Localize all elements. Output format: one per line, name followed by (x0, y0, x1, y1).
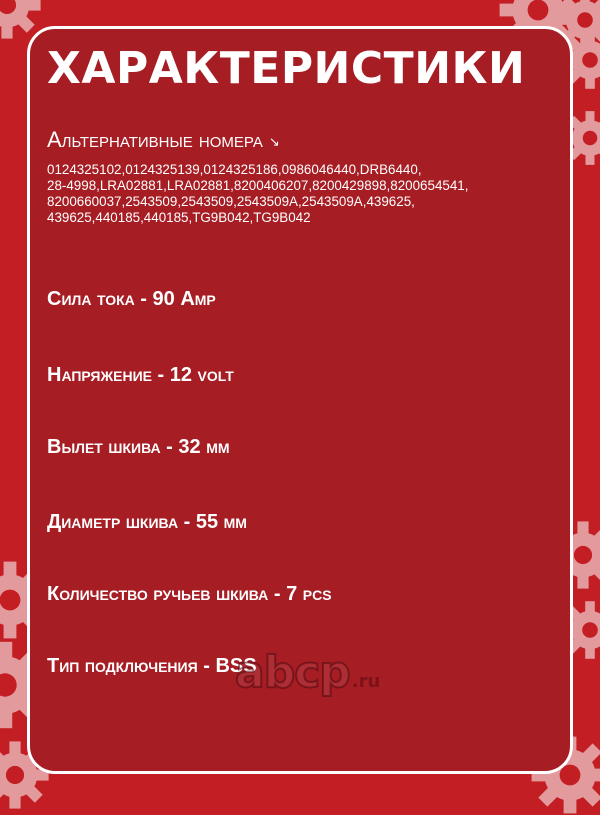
spec-current: Сила тока - 90 Amp (47, 288, 216, 310)
alternative-numbers-line: 0124325102,0124325139,0124325186,0986046440,DRB6440, (47, 162, 422, 177)
spec-connection-type: Тип подключения - BSS (47, 655, 257, 677)
spec-pulley-offset: Вылет шкива - 32 мм (47, 436, 230, 458)
alternative-numbers-line: 28-4998,LRA02881,LRA02881,8200406207,8200429898,8200654541, (47, 178, 469, 193)
characteristics-card (27, 26, 573, 774)
alternative-numbers-list (47, 162, 562, 226)
alternative-numbers-label: Альтернативные номера (47, 127, 263, 152)
spec-pulley-grooves: Количество ручьев шкива - 7 pcs (47, 583, 332, 605)
spec-voltage: Напряжение - 12 volt (47, 364, 234, 386)
alternative-numbers-heading (47, 129, 280, 151)
abcp-watermark (235, 647, 381, 698)
page-title: ХАРАКТЕРИСТИКИ (47, 43, 526, 94)
alternative-numbers-line: 8200660037,2543509,2543509,2543509A,2543509A,439625, (47, 194, 415, 209)
watermark-suffix: .ru (351, 671, 381, 692)
spec-pulley-diameter: Диаметр шкива - 55 мм (47, 511, 247, 533)
arrow-down-right-icon: ↘ (268, 133, 280, 149)
alternative-numbers-line: 439625,440185,440185,TG9B042,TG9B042 (47, 210, 311, 225)
watermark-text: abcp (235, 647, 350, 698)
